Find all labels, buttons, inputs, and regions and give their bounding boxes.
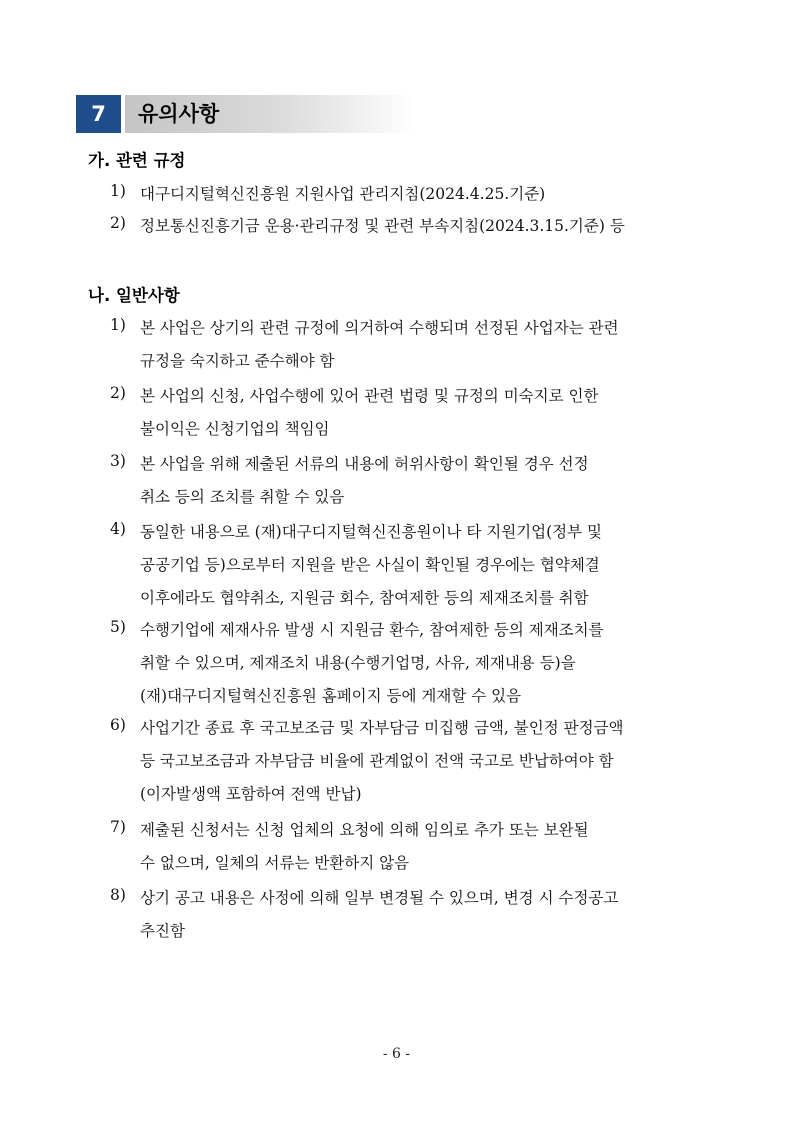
list-item [110,214,720,247]
section-title: 유의사항 [138,102,220,126]
list-item-text: 상기 공고 내용은 사정에 의해 일부 변경될 수 있으며, 변경 시 수정공고 [140,889,619,907]
list-item-text: 등 국고보조금과 자부담금 비율에 관계없이 전액 국고로 반납하여야 함 [140,752,614,770]
list-item-number: 1) [110,316,126,334]
list-item-number: 4) [110,520,126,538]
list-item [110,886,720,952]
list-item-number: 5) [110,618,126,636]
list-item [110,716,720,815]
list-item-text: 대구디지털혁신진흥원 지원사업 관리지침(2024.4.25.기준) [140,185,546,203]
list-item [110,618,720,717]
list-item-number: 1) [110,182,126,200]
section-header [76,95,416,133]
list-item [110,520,720,619]
list-item-number: 7) [110,818,126,836]
list-item-text: 불이익은 신청기업의 책임임 [140,420,330,438]
list-item-text: 수행기업에 제재사유 발생 시 지원금 환수, 참여제한 등의 제재조치를 [140,621,604,639]
list-item [110,316,720,382]
list-item [110,182,720,215]
subheading: 나. 일반사항 [88,286,180,305]
list-item-text: 규정을 숙지하고 준수해야 함 [140,352,335,370]
list-item-text: 사업기간 종료 후 국고보조금 및 자부담금 미집행 금액, 불인정 판정금액 [140,719,624,737]
list-item-text: 이후에라도 협약취소, 지원금 회수, 참여제한 등의 제재조치를 취함 [140,589,589,607]
list-item-number: 3) [110,452,126,470]
list-item-text: 취소 등의 조치를 취할 수 있음 [140,488,345,506]
section-number: 7 [76,95,121,133]
list-item-number: 8) [110,886,126,904]
list-item-text: 제출된 신청서는 신청 업체의 요청에 의해 임의로 추가 또는 보완될 [140,821,589,839]
list-item-text: 공공기업 등)으로부터 지원을 받은 사실이 확인될 경우에는 협약체결 [140,556,600,574]
list-item-text: 정보통신진흥기금 운용·관리규정 및 관련 부속지침(2024.3.15.기준) 등 [140,217,625,235]
subheading: 가. 관련 규정 [88,151,186,170]
list-item-number: 2) [110,214,126,232]
list-item [110,818,720,884]
list-item-text: 취할 수 있으며, 제재조치 내용(수행기업명, 사유, 제재내용 등)을 [140,654,576,672]
list-item-text: 본 사업은 상기의 관련 규정에 의거하여 수행되며 선정된 사업자는 관련 [140,319,619,337]
list-item-text: (재)대구디지털혁신진흥원 홈페이지 등에 게재할 수 있음 [140,687,522,705]
list-item-text: 추진함 [140,922,185,940]
list-item-text: 동일한 내용으로 (재)대구디지털혁신진흥원이나 타 지원기업(정부 및 [140,523,603,541]
list-item [110,452,720,518]
list-item-text: 수 없으며, 일체의 서류는 반환하지 않음 [140,854,410,872]
page-number: - 6 - [382,1046,411,1062]
list-item-text: 본 사업의 신청, 사업수행에 있어 관련 법령 및 규정의 미숙지로 인한 [140,387,599,405]
list-item-number: 2) [110,384,126,402]
list-item [110,384,720,450]
list-item-number: 6) [110,716,126,734]
list-item-text: (이자발생액 포함하여 전액 반납) [140,785,362,803]
list-item-text: 본 사업을 위해 제출된 서류의 내용에 허위사항이 확인될 경우 선정 [140,455,589,473]
